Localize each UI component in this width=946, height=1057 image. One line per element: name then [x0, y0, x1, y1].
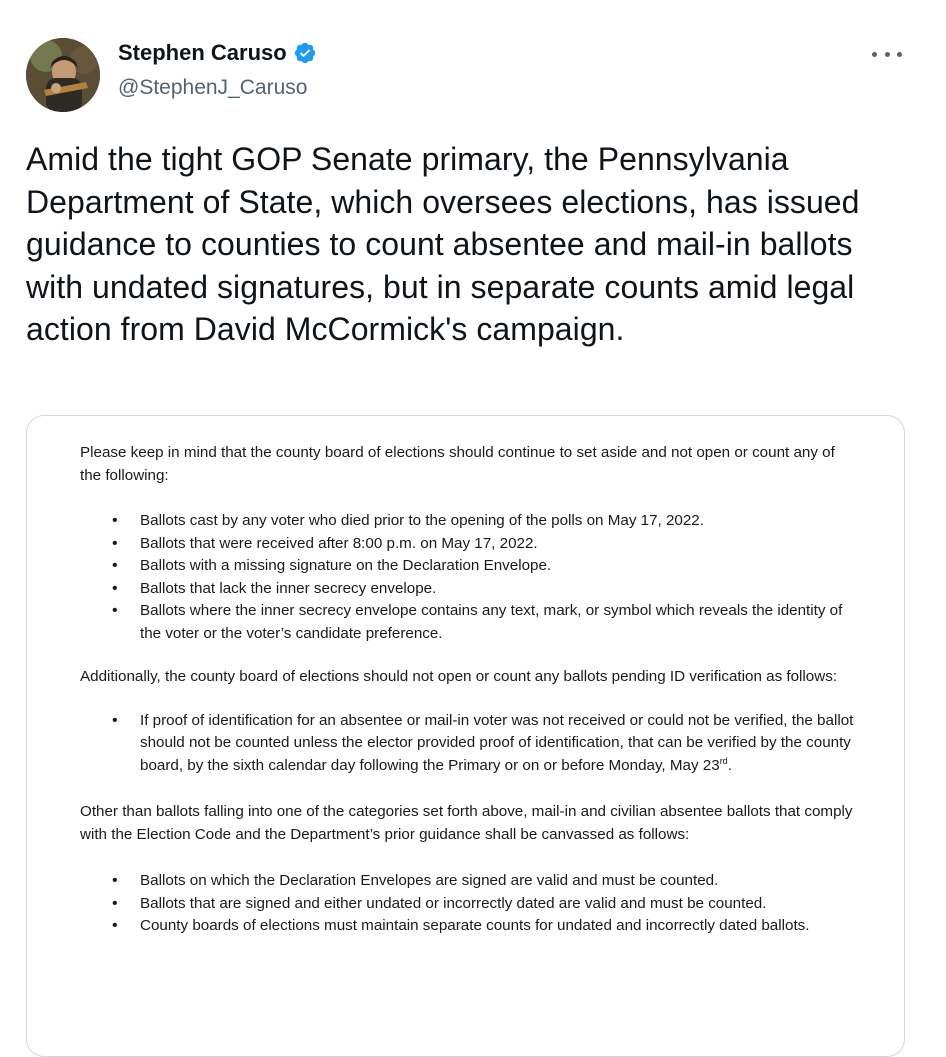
dot [885, 52, 890, 57]
author-handle[interactable]: @StephenJ_Caruso [118, 76, 308, 99]
list-item: • Ballots that are signed and either undated or incorrectly dated are valid and must be counted. [80, 893, 860, 916]
canvass-list [80, 870, 860, 938]
dot [872, 52, 877, 57]
more-horizontal-icon[interactable] [872, 44, 902, 64]
list-item: • County boards of elections must maintain separate counts for undated and incorrectly dated ballots. [80, 915, 860, 938]
avatar-image [26, 38, 100, 112]
ordinal-suffix: rd [719, 755, 728, 766]
document-paragraph: Other than ballots falling into one of the categories set forth above, mail-in and civilian absentee ballots that comply with the Election Code and the Department’s prior guidance shall be canvassed as follows: [80, 803, 853, 843]
list-item-end: . [727, 756, 732, 774]
list-item: • Ballots with a missing signature on the Declaration Envelope. [80, 555, 860, 578]
list-item: • Ballots that were received after 8:00 p.m. on May 17, 2022. [80, 533, 860, 556]
dot [897, 52, 902, 57]
list-item: • Ballots that lack the inner secrecy envelope. [80, 578, 860, 601]
list-item: • Ballots cast by any voter who died prior to the opening of the polls on May 17, 2022. [80, 510, 860, 533]
list-item: • Ballots where the inner secrecy envelope contains any text, mark, or symbol which reveals the identity of the voter or the voter’s candidate preference. [80, 600, 860, 645]
list-item [80, 710, 860, 778]
author-display-name[interactable]: Stephen Caruso [118, 40, 287, 65]
document-paragraph: Please keep in mind that the county board of elections should continue to set aside and not open or count any of the following: [80, 444, 835, 484]
tweet-media-image[interactable] [26, 415, 905, 1057]
list-item-text: If proof of identification for an absentee or mail-in voter was not received or could not be verified, the ballot should not be counted unless the elector provided proof of identification, that can be verified by the county board, by the sixth calendar day following the Primary or on or before Monday, May 23 [140, 711, 854, 774]
id-verification-list [80, 710, 860, 778]
document-excerpt [80, 442, 860, 938]
avatar[interactable] [26, 38, 100, 112]
tweet-text: Amid the tight GOP Senate primary, the Pennsylvania Department of State, which oversees elections, has issued guidance to counties to count absentee and mail-in ballots with undated signatures, but in separate counts amid legal action from David McCormick's campaign. [26, 141, 860, 347]
verified-badge-icon [293, 41, 317, 65]
document-paragraph: Additionally, the county board of elections should not open or count any ballots pending ID verification as follows: [80, 668, 838, 685]
author-name-row[interactable] [118, 40, 317, 66]
set-aside-list [80, 510, 860, 645]
list-item: • Ballots on which the Declaration Envelopes are signed are valid and must be counted. [80, 870, 860, 893]
